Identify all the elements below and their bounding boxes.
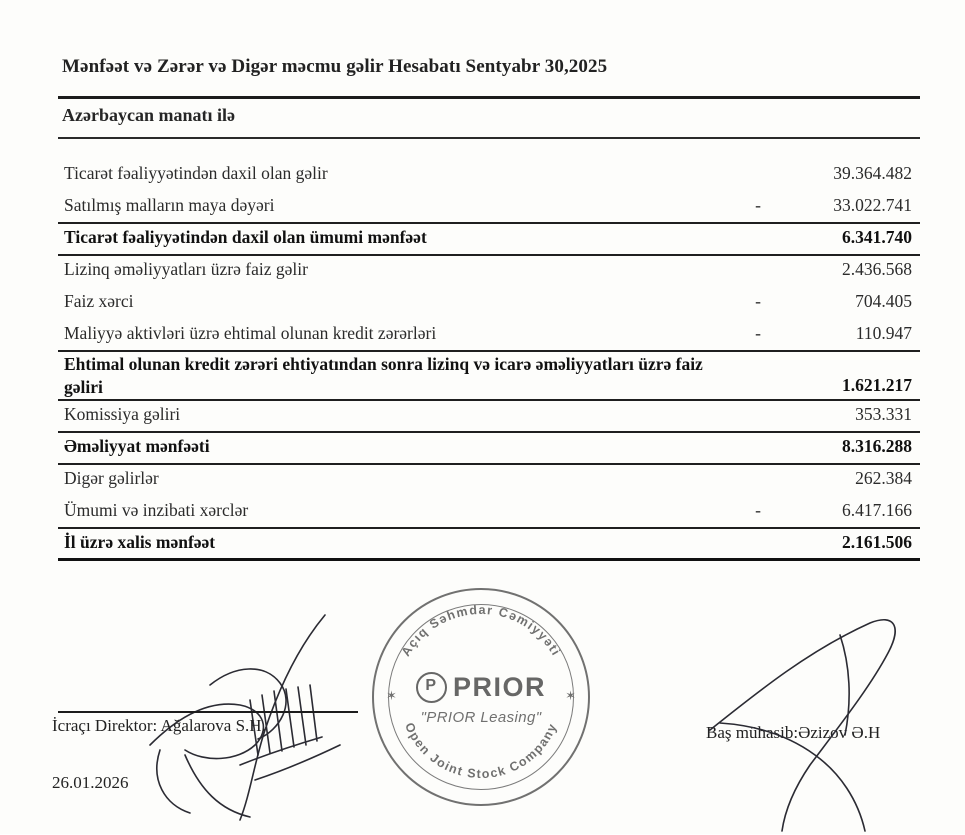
row-label: Komissiya gəliri (64, 403, 181, 424)
row-amount: 262.384 (855, 467, 912, 488)
table-row (58, 497, 920, 529)
row-label: Ümumi və inzibati xərclər (64, 499, 249, 520)
table-row (58, 465, 920, 497)
row-sign: - (755, 323, 761, 343)
executive-director-label: İcraçı Direktor: Ağalarova S.H. (52, 716, 266, 735)
currency-divider (58, 137, 920, 139)
row-label: Satılmış malların maya dəyəri (64, 195, 275, 215)
row-label: Ticarət fəaliyyətindən daxil olan ümumi mənfəət (64, 227, 427, 247)
row-label: Faiz xərci (64, 291, 134, 311)
row-amount: 110.947 (855, 323, 912, 343)
stamp-star-left-icon: ✶ (386, 688, 397, 703)
stamp-brand-text: PRIOR (452, 672, 546, 702)
table-row (58, 256, 920, 288)
table-row (58, 401, 920, 433)
table-row (58, 288, 920, 320)
row-sign: - (755, 195, 761, 215)
page-title: Mənfəət və Zərər və Digər məcmu gəlir Hesabatı Sentyabr 30,2025 (62, 56, 608, 77)
currency-note: Azərbaycan manatı ilə (62, 105, 235, 125)
svg-text:Open Joint Stock Company: Open Joint Stock Company (402, 720, 560, 782)
stamp-star-right-icon: ✶ (565, 688, 576, 703)
table-row-total (58, 433, 920, 465)
signature-area (0, 585, 965, 834)
row-label: Lizinq əməliyyatları üzrə faiz gəlir (64, 259, 308, 279)
row-amount: 704.405 (855, 291, 912, 311)
row-amount: 39.364.482 (833, 163, 912, 183)
table-row (58, 320, 920, 352)
row-amount: 6.417.166 (842, 499, 912, 520)
row-label: Əməliyyat mənfəəti (64, 435, 210, 456)
header-divider (58, 96, 920, 99)
row-label: İl üzrə xalis mənfəət (64, 531, 216, 552)
row-amount: 1.621.217 (842, 375, 912, 396)
prior-logo-icon: P (416, 672, 447, 703)
stamp-brand (416, 672, 546, 703)
row-amount: 8.316.288 (842, 435, 912, 456)
row-amount: 2.436.568 (842, 259, 912, 279)
row-rule (58, 558, 920, 560)
row-amount: 33.022.741 (833, 195, 912, 215)
accountant-signature-ink (690, 605, 950, 834)
row-sign: - (755, 291, 761, 311)
table-row (58, 160, 920, 192)
stamp-subtitle: "PRIOR Leasing" (420, 709, 542, 726)
company-stamp (372, 588, 590, 806)
row-label: Maliyyə aktivləri üzrə ehtimal olunan kredit zərərləri (64, 323, 437, 343)
svg-text:Açıq Səhmdar Cəmiyyəti: Açıq Səhmdar Cəmiyyəti (398, 602, 564, 659)
signature-line-left (58, 711, 358, 713)
table-row (58, 192, 920, 224)
table-row-total (58, 224, 920, 256)
chief-accountant-label: Baş mühasib:Əzizov Ə.H (706, 723, 881, 742)
signature-date: 26.01.2026 (52, 773, 129, 792)
row-amount: 353.331 (855, 403, 912, 424)
row-label: Digər gəlirlər (64, 467, 159, 488)
income-statement-table (58, 160, 920, 561)
table-row-total (58, 352, 920, 401)
row-amount: 2.161.506 (842, 531, 912, 552)
row-label: Ticarət fəaliyyətindən daxil olan gəlir (64, 163, 328, 183)
row-label: Ehtimal olunan kredit zərəri ehtiyatından sonra lizinq və icarə əməliyyatları üzrə faiz gəliri (64, 354, 703, 398)
row-amount: 6.341.740 (842, 227, 912, 247)
stamp-center (372, 672, 590, 726)
table-row-total (58, 529, 920, 561)
row-sign: - (755, 499, 761, 520)
